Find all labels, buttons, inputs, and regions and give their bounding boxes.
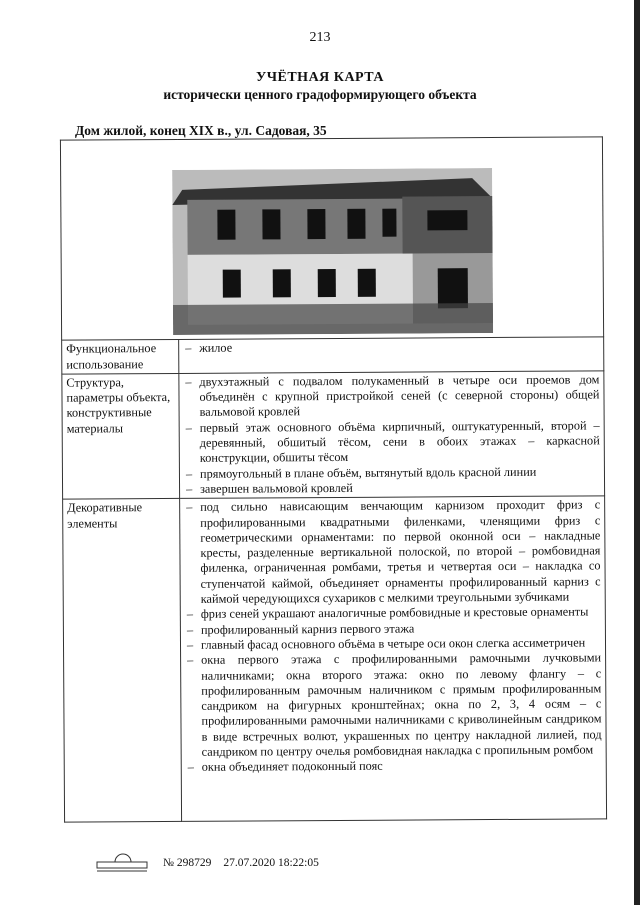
photo-cell bbox=[60, 137, 603, 341]
list-item: – окна первого этажа с профилированными рамочными лучковыми наличниками; окна второго этажа: окно по левому флангу – с профилированным рамочным наличником с прямым профилированным сандриком на фигурных кронштейнах; окна по 2, 3, 4 осям – с профилированными рамочными наличниками с криволинейным сандриком в виде встречных волют, украшенных по центру накладной лилией, под сандриком по центру очелья ромбовидная накладка с пропильным ромбом bbox=[185, 651, 602, 761]
doc-number: № 298729 bbox=[163, 857, 212, 869]
list-item: – двухэтажный с подвалом полукаменный в четыре оси проемов дом объединён с крупной пристройкой сеней (с северной стороны) общей вальмовой кровлей bbox=[183, 372, 599, 420]
list-item: – профилированный карниз первого этажа bbox=[185, 620, 601, 638]
object-name: Дом жилой, конец XIX в., ул. Садовая, 35 bbox=[75, 123, 327, 138]
row-content bbox=[180, 496, 607, 822]
row-content bbox=[179, 337, 604, 373]
list-item: – жилое bbox=[183, 339, 599, 357]
record-table bbox=[60, 136, 607, 823]
list-item: – главный фасад основного объёма в четыре оси окон слегка ассиметричен bbox=[185, 635, 601, 653]
document-title: УЧЁТНАЯ КАРТА bbox=[255, 70, 385, 85]
row-label: Декоративные элементы bbox=[63, 499, 182, 823]
scan-edge bbox=[634, 0, 640, 905]
stamp-logo-icon bbox=[95, 852, 151, 874]
row-label: Структура, параметры объекта, конструктивные материалы bbox=[62, 373, 180, 499]
table-row bbox=[62, 371, 605, 500]
row-label: Функциональное использование bbox=[62, 340, 179, 374]
list-item: – фриз сеней украшают аналогичные ромбовидные и крестовые орнаменты bbox=[185, 605, 601, 623]
footer bbox=[95, 852, 319, 874]
document-subtitle: исторически ценного градоформирующего объекта bbox=[163, 87, 477, 102]
list-item: – первый этаж основного объёма кирпичный, оштукатуренный, второй – деревянный, обшитый тёсом, сени в обоих этажах – каркасной конструкции, обшиты тёсом bbox=[184, 418, 600, 466]
list-item: – под сильно нависающим венчающим карнизом проходит фриз с профилированными квадратными филенками, членящими фриз с геометрическими орнаментами: по первой оконной оси – накладные кресты, разделенные вертикальной полоской, по второй – ромбовидная филенка, ограниченная ромбами, третья и четвертая оси – накладка со ступенчатой каймой, объединяет орнаменты профилированный карниз с каймой чередующихся сухариков с мелкими треугольными зубчиками bbox=[184, 498, 601, 608]
page-number: 213 bbox=[309, 30, 331, 45]
row-content bbox=[179, 371, 605, 499]
list-item: – прямоугольный в плане объём, вытянутый вдоль красной линии bbox=[184, 464, 600, 482]
building-photo bbox=[172, 168, 493, 335]
timestamp: 27.07.2020 18:22:05 bbox=[223, 857, 319, 869]
table-row bbox=[62, 337, 604, 374]
list-item: – окна объединяет подоконный пояс bbox=[186, 758, 602, 776]
list-item: – завершен вальмовой кровлей bbox=[184, 479, 600, 497]
table-row bbox=[63, 496, 607, 822]
